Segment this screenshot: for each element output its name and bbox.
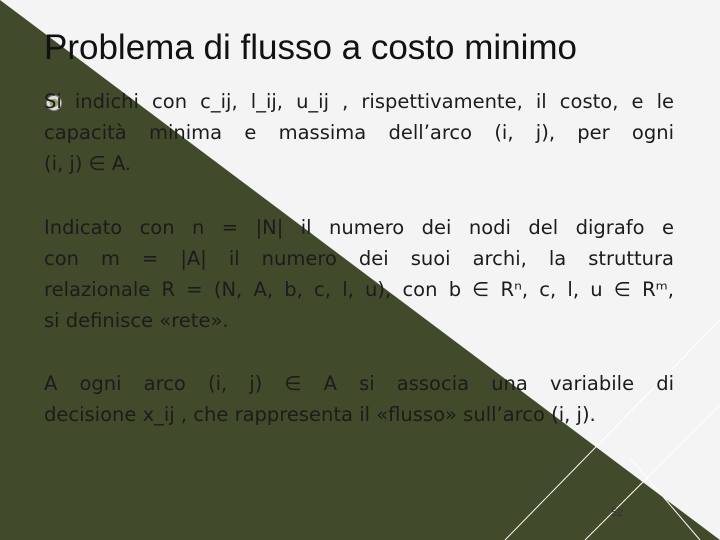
paragraph-line: decisione x_ij , che rappresenta il «flusso» sull’arco (i, j).	[44, 403, 596, 426]
paragraph-line: relazionale R = (N, A, b, c, l, u), con b ∈ Rⁿ, c, l, u ∈ Rᵐ,	[44, 278, 674, 301]
paragraph-network	[44, 212, 674, 336]
paragraph-definitions	[44, 86, 674, 179]
paragraph-line: si definisce «rete».	[44, 309, 229, 332]
paragraph-line: A ogni arco (i, j) ∈ A si associa una variabile di	[44, 372, 674, 395]
page-number: 52	[611, 507, 624, 519]
paragraph-line: con m = |A| il numero dei suoi archi, la struttura	[44, 247, 674, 270]
slide-title: Problema di flusso a costo minimo	[44, 28, 577, 67]
paragraph-flow-variable	[44, 368, 674, 430]
paragraph-line: Si indichi con c_ij, l_ij, u_ij , rispettivamente, il costo, e le	[44, 90, 674, 113]
paragraph-line: (i, j) ∈ A.	[44, 152, 132, 175]
paragraph-line: capacità minima e massima dell’arco (i, j), per ogni	[44, 121, 674, 144]
paragraph-line: Indicato con n = |N| il numero dei nodi del digrafo e	[44, 216, 674, 239]
